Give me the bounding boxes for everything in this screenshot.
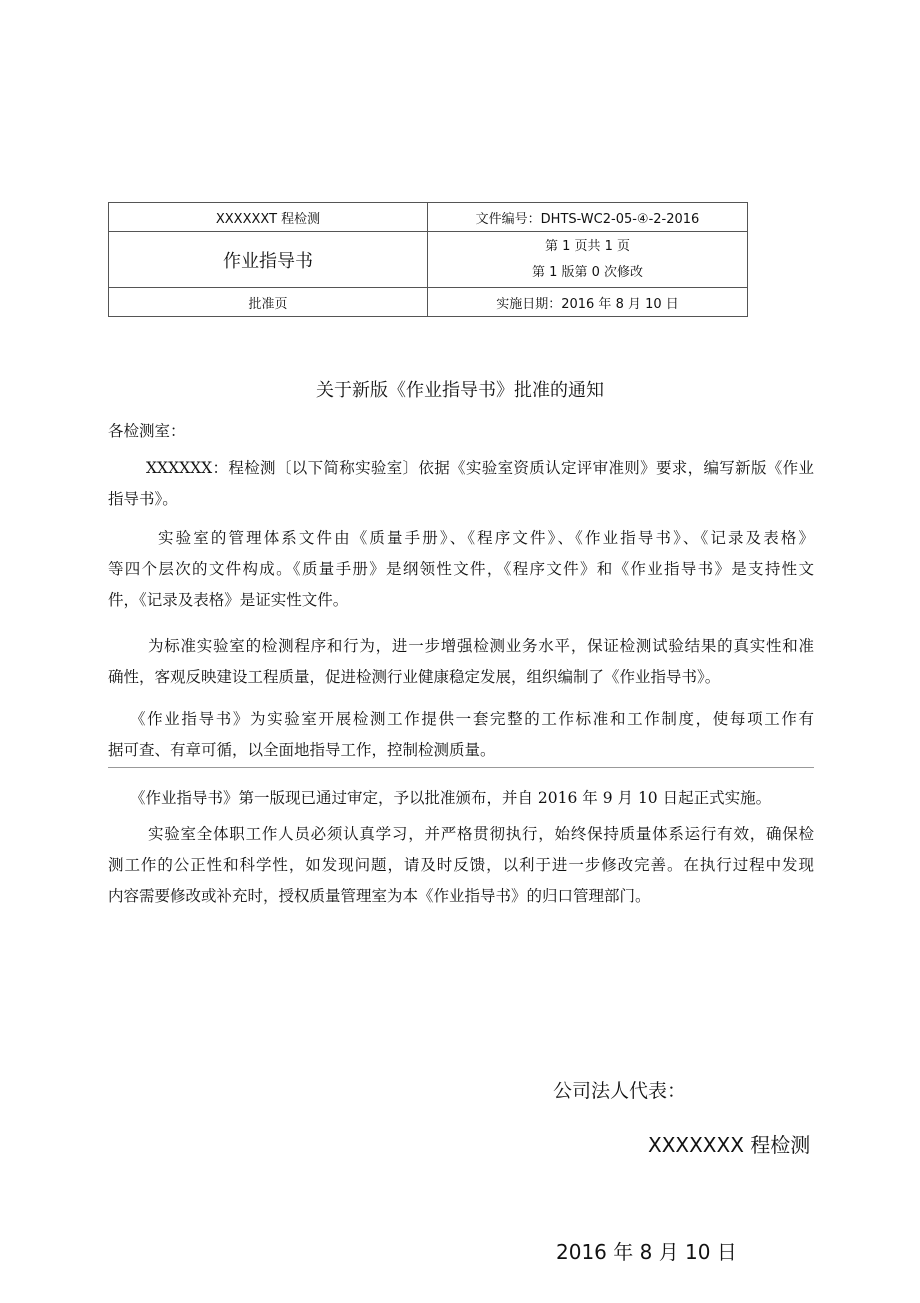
header-doc-number: 文件编号：DHTS-WC2-05-④-2-2016 — [428, 203, 748, 232]
paragraph-2-line-3: 件，《记录及表格》是证实性文件。 — [108, 591, 349, 609]
signature-company: XXXXXXX 程检测 — [648, 1133, 811, 1157]
paragraph-1 — [108, 453, 814, 515]
header-effective-date: 实施日期：2016 年 8 月 10 日 — [428, 288, 748, 317]
paragraph-2-line-1: 实验室的管理体系文件由《质量手册》、《程序文件》、《作业指导书》、《记录及表格》 — [158, 529, 814, 547]
header-section: 批准页 — [109, 288, 428, 317]
notice-title: 关于新版《作业指导书》批准的通知 — [316, 380, 604, 401]
signature-label: 公司法人代表： — [553, 1080, 687, 1102]
header-page-info: 第 1 页共 1 页 — [544, 238, 631, 254]
salutation: 各检测室： — [108, 422, 186, 440]
paragraph-4-line-1: 《作业指导书》为实验室开展检测工作提供一套完整的工作标准和工作制度，使每项工作有 — [130, 710, 814, 728]
header-version-info: 第 1 版第 0 次修改 — [531, 264, 644, 280]
paragraph-3 — [108, 631, 814, 693]
header-page-version — [428, 232, 748, 288]
paragraph-1-line-2: 指导书》。 — [108, 490, 178, 508]
paragraph-6-line-1: 实验室全体职工作人员必须认真学习，并严格贯彻执行，始终保持质量体系运行有效，确保检 — [148, 825, 814, 843]
header-doc-type: 作业指导书 — [109, 232, 428, 288]
paragraph-4 — [108, 704, 814, 766]
paragraph-6-line-3: 内容需要修改或补充时，授权质量管理室为本《作业指导书》的归口管理部门。 — [108, 887, 651, 905]
paragraph-5 — [108, 783, 814, 814]
document-header-table — [108, 202, 748, 317]
paragraph-4-line-2: 据可查、有章可循，以全面地指导工作，控制检测质量。 — [108, 741, 496, 759]
section-divider — [108, 767, 814, 768]
paragraph-2 — [108, 523, 814, 616]
paragraph-3-line-1: 为标准实验室的检测程序和行为，进一步增强检测业务水平，保证检测试验结果的真实性和准 — [148, 637, 814, 655]
paragraph-2-line-2: 等四个层次的文件构成。《质量手册》是纲领性文件，《程序文件》和《作业指导书》是支持性文 — [108, 560, 814, 578]
paragraph-3-line-2: 确性，客观反映建设工程质量，促进检测行业健康稳定发展，组织编制了《作业指导书》。 — [108, 668, 721, 686]
paragraph-6 — [108, 819, 814, 912]
signature-date: 2016 年 8 月 10 日 — [556, 1240, 737, 1264]
paragraph-6-line-2: 测工作的公正性和科学性，如发现问题，请及时反馈，以利于进一步修改完善。在执行过程中发现 — [108, 856, 814, 874]
header-org: XXXXXXT 程检测 — [109, 203, 428, 232]
paragraph-5-line-1: 《作业指导书》第一版现已通过审定，予以批准颁布，并自 2016 年 9 月 10 日起正式实施。 — [130, 789, 772, 807]
paragraph-1-line-1: XXXXXX：程检测〔以下简称实验室〕依据《实验室资质认定评审准则》要求，编写新版《作业 — [146, 459, 814, 477]
